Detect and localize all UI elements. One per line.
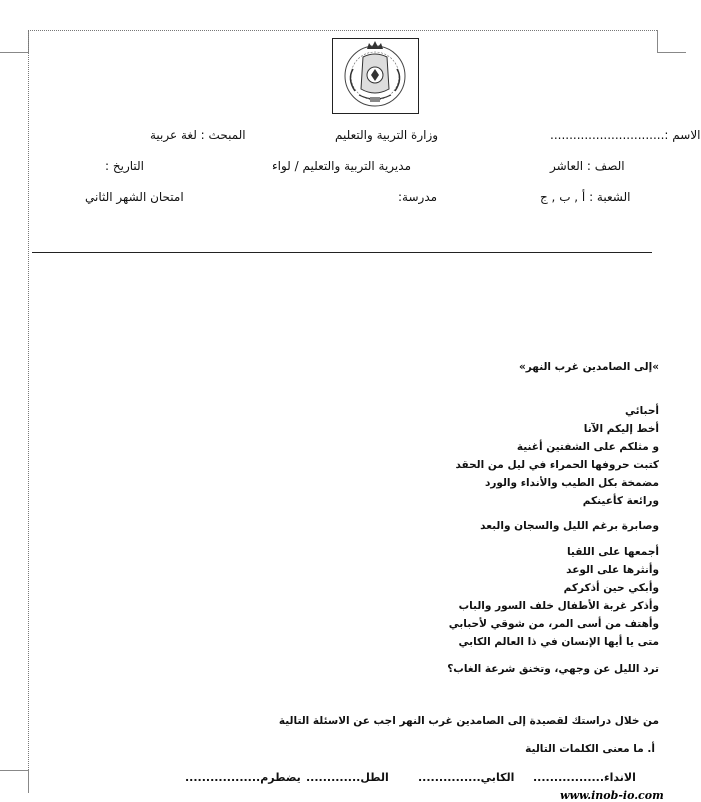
poem-line: وأذكر غربة الأطفال خلف السور والباب	[458, 600, 659, 612]
poem-line: وصابرة برغم الليل والسجان والبعد	[480, 520, 659, 532]
poem-line: و مثلكم على الشفتين أغنية	[516, 441, 659, 453]
website-watermark: www.inob-io.com	[560, 789, 664, 802]
vocab-blank: الانداء.................	[533, 771, 636, 784]
poem-line: أخط إليكم الآنا	[583, 423, 659, 435]
page-frame-top	[28, 30, 657, 31]
poem-closing-line: ترد الليل عن وجهي، وتخنق شرعة الغاب؟	[447, 663, 659, 675]
crop-mark-bottom-left	[0, 770, 29, 793]
poem-title: »إلى الصامدين غرب النهر»	[518, 361, 659, 373]
header-divider	[32, 252, 652, 253]
school-field: مدرسة:	[398, 190, 438, 204]
section-label: الشعبة : أ , ب , ج	[540, 190, 631, 204]
poem-line: وأهتف من أسى المر، من شوقي لأحبابي	[448, 618, 659, 630]
subject-label: المبحث : لغة عربية	[150, 128, 246, 142]
directorate-label: مديرية التربية والتعليم / لواء	[272, 159, 411, 173]
poem-line: ورائعة كأعينكم	[582, 495, 659, 507]
vocab-blank: الطل.............	[306, 771, 389, 784]
poem-line: وأنثرها على الوعد	[566, 564, 659, 576]
poem-line: كتبت حروفها الحمراء في ليل من الحقد	[455, 459, 659, 471]
questions-intro: من خلال دراستك لقصيدة إلى الصامدين غرب النهر اجب عن الاسئلة التالية	[278, 715, 659, 727]
crop-mark-top-right	[657, 30, 686, 53]
question-a: أ. ما معنى الكلمات التالية	[525, 743, 655, 755]
exam-title: امتحان الشهر الثاني	[85, 190, 184, 204]
ministry-emblem	[332, 38, 419, 114]
vocab-blank: يضطرم..................	[185, 771, 301, 784]
date-field: التاريخ :	[105, 159, 145, 173]
grade-label: الصف : العاشر	[550, 159, 625, 173]
name-field: الاسم :..............................	[550, 128, 701, 142]
page-frame-left	[28, 30, 29, 770]
poem-line: مضمخة بكل الطيب والأنداء والورد	[484, 477, 659, 489]
poem-line: وأبكي حين أذكركم	[563, 582, 659, 594]
poem-line: متى يا أيها الإنسان في ذا العالم الكابي	[458, 636, 659, 648]
crop-mark-top-left	[0, 30, 29, 53]
vocab-blank: الكابي...............	[418, 771, 515, 784]
poem-line: أجمعها على اللقيا	[566, 546, 659, 558]
emblem-icon	[333, 39, 418, 113]
poem-line: أحبائي	[625, 405, 659, 417]
ministry-label: وزارة التربية والتعليم	[335, 128, 439, 142]
